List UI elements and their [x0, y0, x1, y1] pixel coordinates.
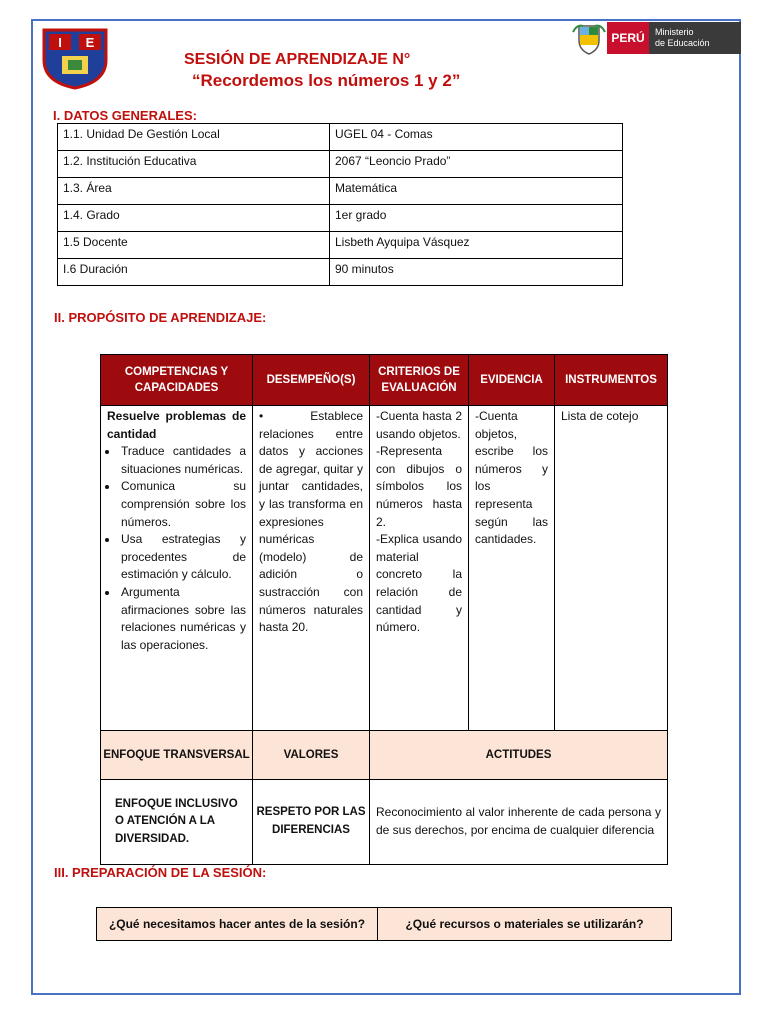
value-cell: 1er grado [330, 205, 623, 232]
ministry-line-1: Ministerio [655, 27, 694, 37]
value-cell: 2067 “Leoncio Prado” [330, 151, 623, 178]
criterio-item: -Representa con dibujos o símbolos los números hasta 2. [376, 444, 462, 529]
list-item: • Usa estrategias y procedentes de estimación y cálculo. [119, 531, 246, 584]
datos-generales-table [57, 123, 623, 286]
col-header-evidencia: EVIDENCIA [469, 355, 555, 406]
evidencia-cell: -Cuenta objetos, escribe los números y los representa según las cantidades. [469, 406, 555, 731]
section-2-heading: II. PROPÓSITO DE APRENDIZAJE: [54, 310, 267, 325]
col-header-competencias: COMPETENCIAS Y CAPACIDADES [101, 355, 253, 406]
value-cell: Lisbeth Ayquipa Vásquez [330, 232, 623, 259]
capacidades-list [107, 443, 246, 654]
header-row [97, 908, 672, 941]
value-cell: UGEL 04 - Comas [330, 124, 623, 151]
enfoque-header-row [101, 731, 668, 780]
criterio-item: -Cuenta hasta 2 usando objetos. [376, 409, 462, 441]
peru-label: PERÚ [607, 22, 649, 54]
ministry-label [649, 22, 741, 54]
enfoque-header: ENFOQUE TRANSVERSAL [101, 731, 253, 780]
header-row [101, 355, 668, 406]
table-row [58, 232, 623, 259]
actitud-cell: Reconocimiento al valor inherente de cada persona y de sus derechos, por encima de cualquier diferencia [370, 780, 668, 865]
value-cell: Matemática [330, 178, 623, 205]
section-3-heading: III. PREPARACIÓN DE LA SESIÓN: [54, 865, 267, 880]
enfoque-row [101, 780, 668, 865]
peru-crest-icon [571, 20, 607, 56]
competencias-cell [101, 406, 253, 731]
col-header-instrumentos: INSTRUMENTOS [555, 355, 668, 406]
school-crest-logo [40, 26, 110, 90]
ministry-logo [571, 20, 741, 56]
section-1-heading: I. DATOS GENERALES: [53, 108, 197, 123]
col-header-criterios: CRITERIOS DE EVALUACIÓN [370, 355, 469, 406]
page-subtitle: “Recordemos los números 1 y 2” [192, 71, 461, 90]
instrumentos-cell: Lista de cotejo [555, 406, 668, 731]
competencia-title: Resuelve problemas de cantidad [107, 409, 246, 441]
col-header-recursos: ¿Qué recursos o materiales se utilizarán? [378, 908, 672, 941]
label-cell: I.6 Duración [58, 259, 330, 286]
actitudes-header: ACTITUDES [370, 731, 668, 780]
proposito-table [100, 354, 668, 865]
criterios-cell [370, 406, 469, 731]
col-header-desempeno: DESEMPEÑO(S) [253, 355, 370, 406]
table-row [58, 259, 623, 286]
svg-text:I: I [58, 35, 62, 50]
list-item: • Argumenta afirmaciones sobre las relaciones numéricas y las operaciones. [119, 584, 246, 654]
label-cell: 1.5 Docente [58, 232, 330, 259]
label-cell: 1.3. Área [58, 178, 330, 205]
table-row [58, 178, 623, 205]
list-item: • Comunica su comprensión sobre los números. [119, 478, 246, 531]
value-cell: 90 minutos [330, 259, 623, 286]
desempeno-cell: • Establece relaciones entre datos y acciones de agregar, quitar y juntar cantidades, y las transforma en expresiones numéricas (modelo) de adición o sustracción con números naturales hasta 20. [253, 406, 370, 731]
page-title: SESIÓN DE APRENDIZAJE N° [184, 51, 411, 68]
preparacion-table [96, 907, 672, 941]
table-row [58, 151, 623, 178]
criterio-item: -Explica usando material concreto la relación de cantidad y número. [376, 532, 462, 635]
label-cell: 1.2. Institución Educativa [58, 151, 330, 178]
valores-header: VALORES [253, 731, 370, 780]
label-cell: 1.4. Grado [58, 205, 330, 232]
table-row [58, 124, 623, 151]
valor-cell: RESPETO POR LAS DIFERENCIAS [253, 780, 370, 865]
table-row [58, 205, 623, 232]
svg-text:E: E [85, 35, 95, 50]
ministry-line-2: de Educación [655, 38, 710, 48]
list-item: • Traduce cantidades a situaciones numéricas. [119, 443, 246, 478]
col-header-antes: ¿Qué necesitamos hacer antes de la sesión? [97, 908, 378, 941]
label-cell: 1.1. Unidad De Gestión Local [58, 124, 330, 151]
content-row [101, 406, 668, 731]
enfoque-cell: ENFOQUE INCLUSIVO O ATENCIÓN A LA DIVERSIDAD. [101, 780, 253, 865]
